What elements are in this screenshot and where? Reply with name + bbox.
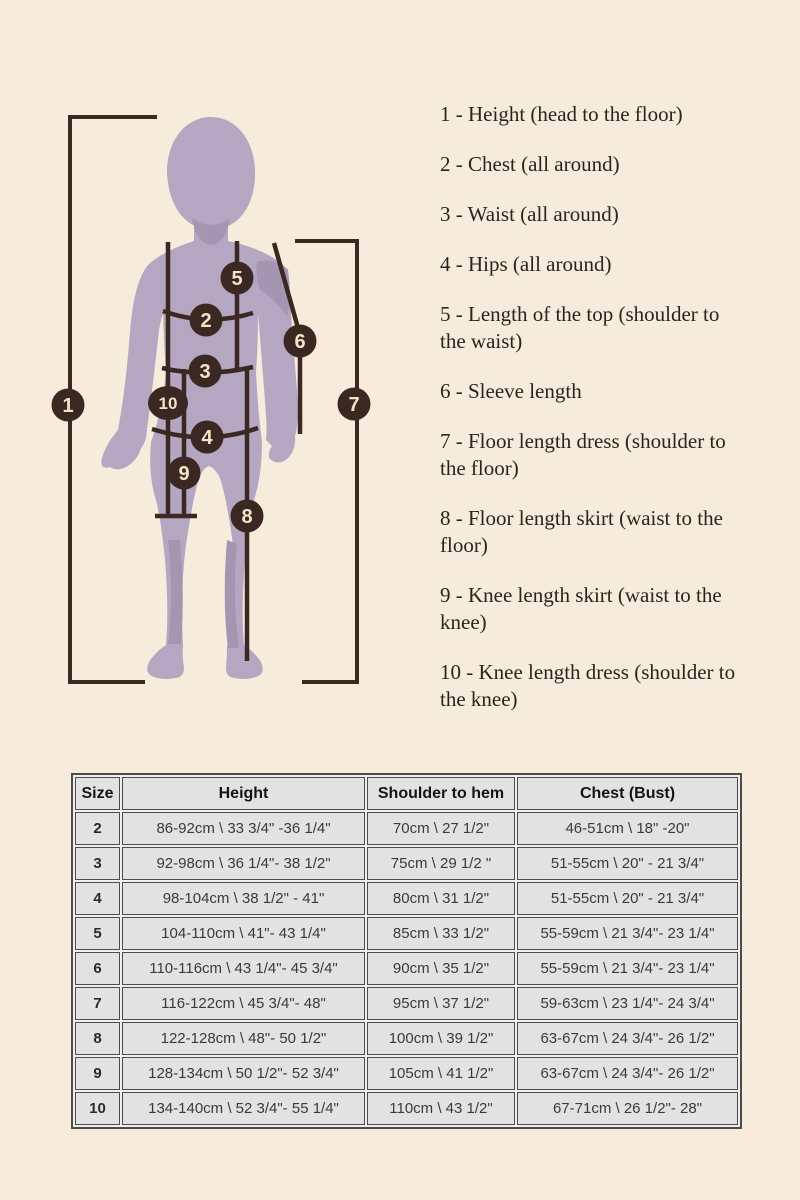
badge-7 [338,388,371,421]
cell-shoulder: 90cm \ 35 1/2" [367,952,515,985]
cell-height: 116-122cm \ 45 3/4"- 48" [122,987,365,1020]
badge-10 [148,386,188,420]
badge-2 [190,304,223,337]
cell-height: 98-104cm \ 38 1/2" - 41" [122,882,365,915]
badge-3 [189,355,222,388]
cell-height: 128-134cm \ 50 1/2"- 52 3/4" [122,1057,365,1090]
cell-size: 3 [75,847,120,880]
cell-size: 4 [75,882,120,915]
cell-height: 92-98cm \ 36 1/4"- 38 1/2" [122,847,365,880]
badge-7-number: 7 [348,394,360,416]
cell-size: 10 [75,1092,120,1125]
table-row [75,987,738,1020]
cell-chest: 59-63cm \ 23 1/4"- 24 3/4" [517,987,738,1020]
legend-item-3: 3 - Waist (all around) [440,202,619,226]
badge-4 [191,421,224,454]
cell-shoulder: 110cm \ 43 1/2" [367,1092,515,1125]
badge-5-number: 5 [231,268,243,290]
badge-3-number: 3 [199,361,211,383]
cell-height: 122-128cm \ 48"- 50 1/2" [122,1022,365,1055]
table-row [75,1057,738,1090]
cell-chest: 67-71cm \ 26 1/2"- 28" [517,1092,738,1125]
badge-2-number: 2 [200,310,212,332]
cell-shoulder: 75cm \ 29 1/2 " [367,847,515,880]
table-row [75,812,738,845]
legend-item-4: 4 - Hips (all around) [440,252,612,276]
floor-dress-bracket-line [295,241,360,682]
cell-size: 5 [75,917,120,950]
head-shape [167,117,255,228]
legend-item-7: 7 - Floor length dress (shoulder to the floor) [440,429,726,480]
cell-size: 8 [75,1022,120,1055]
table-row [75,847,738,880]
cell-chest: 63-67cm \ 24 3/4"- 26 1/2" [517,1022,738,1055]
cell-chest: 51-55cm \ 20" - 21 3/4" [517,882,738,915]
legend-item-9: 9 - Knee length skirt (waist to the knee) [440,583,722,634]
cell-height: 86-92cm \ 33 3/4" -36 1/4" [122,812,365,845]
badge-9-number: 9 [178,463,190,485]
badge-5 [221,262,254,295]
child-silhouette [101,117,297,679]
legend-item-2: 2 - Chest (all around) [440,152,620,176]
size-table [71,773,742,1129]
cell-chest: 46-51cm \ 18" -20" [517,812,738,845]
table-header-row [75,777,738,810]
badge-1 [52,389,85,422]
cell-height: 104-110cm \ 41"- 43 1/4" [122,917,365,950]
cell-shoulder: 95cm \ 37 1/2" [367,987,515,1020]
badge-6-number: 6 [294,331,306,353]
badge-8-number: 8 [241,506,253,528]
table-row [75,882,738,915]
figure-svg [0,0,400,720]
cell-shoulder: 85cm \ 33 1/2" [367,917,515,950]
badge-1-number: 1 [62,395,74,417]
table-row [75,952,738,985]
cell-shoulder: 80cm \ 31 1/2" [367,882,515,915]
col-header-shoulder: Shoulder to hem [367,777,515,810]
cell-shoulder: 100cm \ 39 1/2" [367,1022,515,1055]
legend-item-1: 1 - Height (head to the floor) [440,102,683,126]
cell-height: 110-116cm \ 43 1/4"- 45 3/4" [122,952,365,985]
cell-height: 134-140cm \ 52 3/4"- 55 1/4" [122,1092,365,1125]
cell-chest: 63-67cm \ 24 3/4"- 26 1/2" [517,1057,738,1090]
cell-size: 6 [75,952,120,985]
legend-item-5: 5 - Length of the top (shoulder to the waist) [440,302,720,353]
size-table-section [71,773,742,1129]
cell-shoulder: 70cm \ 27 1/2" [367,812,515,845]
badge-6 [284,325,317,358]
badge-10-number: 10 [158,394,178,413]
cell-size: 9 [75,1057,120,1090]
measurement-legend [440,101,748,713]
badge-4-number: 4 [201,427,213,449]
table-row [75,917,738,950]
table-row [75,1022,738,1055]
legend-item-6: 6 - Sleeve length [440,379,582,403]
badge-8 [231,500,264,533]
badge-9 [168,457,201,490]
cell-chest: 51-55cm \ 20" - 21 3/4" [517,847,738,880]
col-header-chest: Chest (Bust) [517,777,738,810]
legend-item-10: 10 - Knee length dress (shoulder to the knee) [440,660,736,711]
legend-item-8: 8 - Floor length skirt (waist to the floor) [440,506,723,557]
cell-chest: 55-59cm \ 21 3/4"- 23 1/4" [517,952,738,985]
cell-size: 7 [75,987,120,1020]
measurement-figure [0,0,400,720]
col-header-height: Height [122,777,365,810]
table-row [75,1092,738,1125]
cell-shoulder: 105cm \ 41 1/2" [367,1057,515,1090]
cell-chest: 55-59cm \ 21 3/4"- 23 1/4" [517,917,738,950]
col-header-size: Size [75,777,120,810]
cell-size: 2 [75,812,120,845]
